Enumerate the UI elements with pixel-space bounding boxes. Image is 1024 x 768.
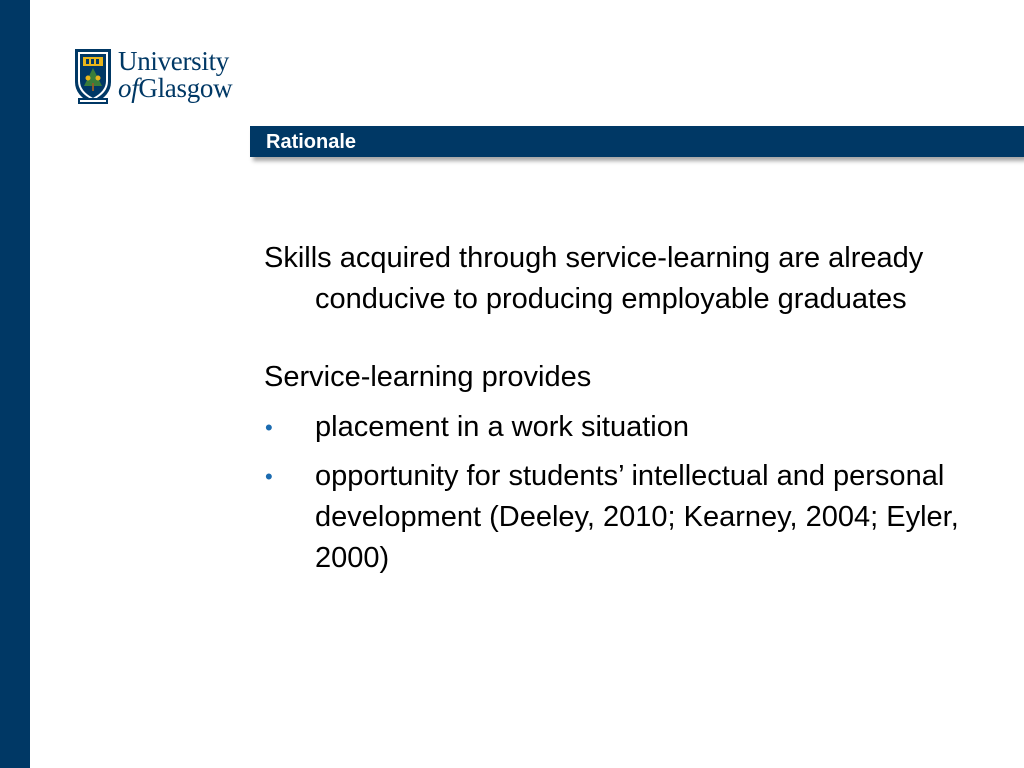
bullet-item [264, 407, 994, 448]
slide-body [264, 238, 994, 587]
title-bar [250, 126, 1024, 157]
wordmark-of-glasgow [118, 73, 232, 103]
slide-title: Rationale [266, 131, 357, 153]
left-accent-bar [0, 0, 30, 768]
university-logo [74, 46, 254, 110]
bullet-text: placement in a work situation [315, 411, 689, 443]
university-crest-icon [74, 48, 112, 106]
bullet-marker: • [265, 415, 273, 440]
body-paragraph-skills: Skills acquired through service-learning are already conducive to producing employable graduates [264, 242, 924, 315]
wordmark-university: University [118, 46, 229, 76]
body-paragraph-provides: Service-learning provides [264, 361, 592, 393]
paragraph-spacer [264, 320, 994, 357]
bullet-text: opportunity for students’ intellectual and personal development (Deeley, 2010; Kearney, 2004; Eyler, 2000) [315, 460, 959, 574]
wordmark-of: of [118, 73, 139, 103]
bullet-marker: • [265, 464, 273, 489]
wordmark-glasgow: Glasgow [138, 73, 233, 103]
bullet-item [264, 456, 994, 579]
